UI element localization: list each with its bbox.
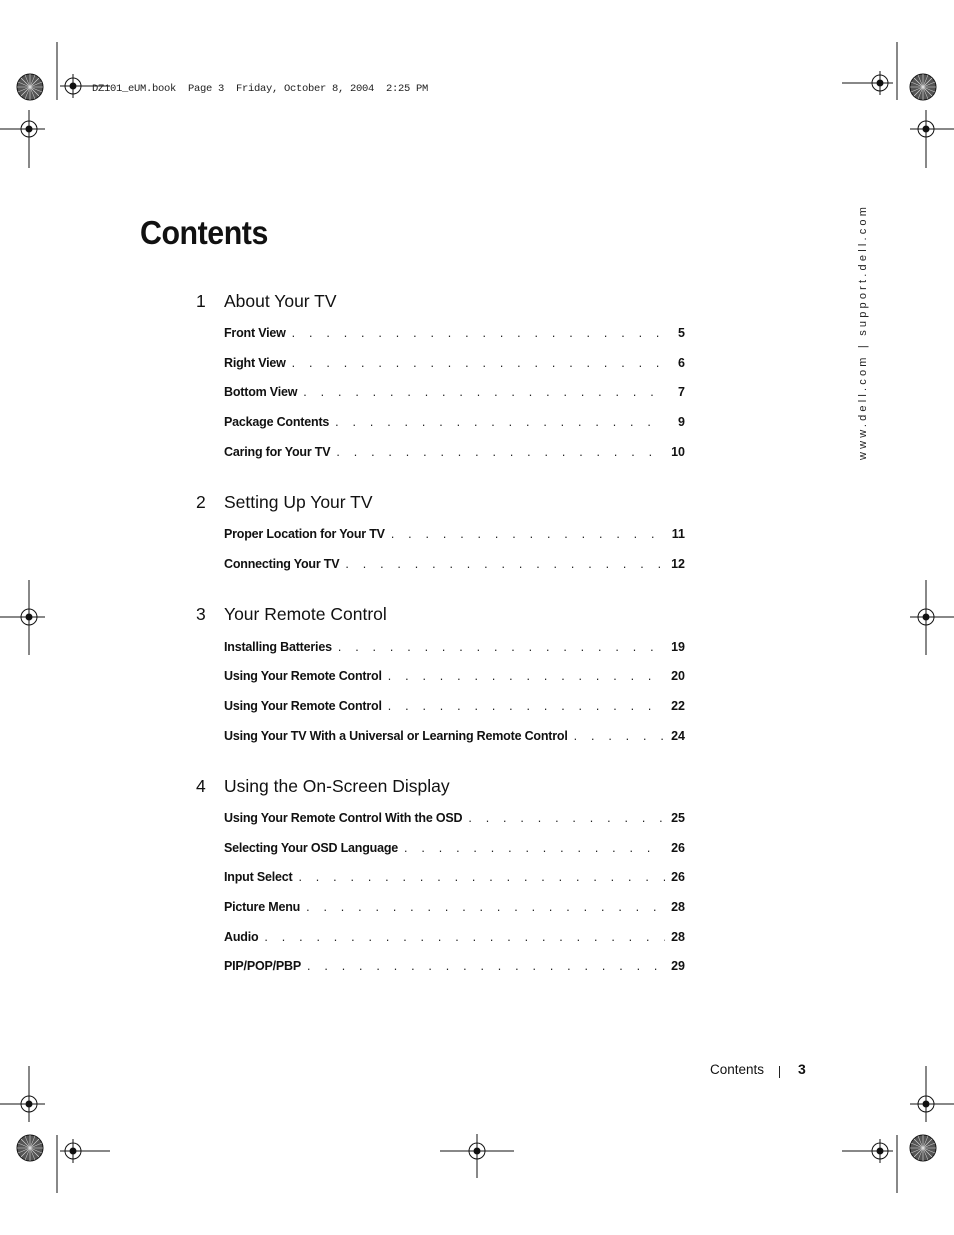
toc-entry-label[interactable]: Front View: [224, 326, 286, 340]
toc-entry-page[interactable]: 26: [671, 870, 685, 884]
toc-entry-page[interactable]: 28: [671, 900, 685, 914]
chapter-heading: [0, 291, 954, 315]
chapter-number: 1: [196, 291, 206, 311]
toc-entry[interactable]: [224, 445, 685, 463]
toc-entry-page[interactable]: 28: [671, 930, 685, 944]
dot-leader: [335, 415, 665, 429]
toc-entry-label[interactable]: Input Select: [224, 870, 293, 884]
chapter-title: Setting Up Your TV: [224, 492, 373, 512]
toc-entry[interactable]: [224, 527, 685, 545]
toc-entry-page[interactable]: 12: [671, 557, 685, 571]
toc-entry[interactable]: [224, 841, 685, 859]
dot-leader: [338, 640, 665, 654]
dot-leader: [307, 959, 665, 973]
dot-leader: [298, 870, 665, 884]
dot-leader: [306, 900, 665, 914]
dot-leader: [292, 326, 665, 340]
toc-entry-page[interactable]: 29: [671, 959, 685, 973]
toc-entry-page[interactable]: 20: [671, 669, 685, 683]
toc-entry-label[interactable]: Bottom View: [224, 385, 298, 399]
side-url: www.dell.com | support.dell.com: [857, 203, 869, 460]
toc-entry[interactable]: [224, 640, 685, 658]
dot-leader: [468, 811, 665, 825]
chapter-title: About Your TV: [224, 291, 337, 311]
dot-leader: [264, 930, 665, 944]
toc-entry-page[interactable]: 11: [671, 527, 685, 541]
toc-entry-page[interactable]: 7: [678, 385, 685, 399]
chapter-number: 2: [196, 492, 206, 512]
toc-entry-label[interactable]: Picture Menu: [224, 900, 301, 914]
toc-entry[interactable]: [224, 415, 685, 433]
toc-entry-page[interactable]: 19: [671, 640, 685, 654]
toc-entry-label[interactable]: Right View: [224, 356, 286, 370]
chapter-heading: [0, 492, 954, 516]
dot-leader: [404, 841, 665, 855]
dot-leader: [391, 527, 665, 541]
chapter-heading: [0, 776, 954, 800]
dot-leader: [292, 356, 665, 370]
toc-entry-label[interactable]: Using Your Remote Control: [224, 669, 382, 683]
toc-entry-page[interactable]: 25: [671, 811, 685, 825]
toc-entry-label[interactable]: Caring for Your TV: [224, 445, 331, 459]
toc-entry[interactable]: [224, 811, 685, 829]
footer-page-number: 3: [798, 1061, 806, 1077]
dot-leader: [388, 669, 665, 683]
chapter-number: 3: [196, 604, 206, 624]
toc-entry[interactable]: [224, 356, 685, 374]
toc-entry[interactable]: [224, 900, 685, 918]
toc-entry-label[interactable]: PIP/POP/PBP: [224, 959, 301, 973]
toc-entry-page[interactable]: 24: [671, 729, 685, 743]
toc-entry-label[interactable]: Selecting Your OSD Language: [224, 841, 399, 855]
toc-entry-label[interactable]: Connecting Your TV: [224, 557, 340, 571]
dot-leader: [303, 385, 665, 399]
toc-entry[interactable]: [224, 930, 685, 948]
toc-entry[interactable]: [224, 385, 685, 403]
toc-entry-label[interactable]: Using Your TV With a Universal or Learning Remote Control: [224, 729, 568, 743]
toc-entry-label[interactable]: Using Your Remote Control: [224, 699, 382, 713]
dot-leader: [345, 557, 665, 571]
toc-entry-page[interactable]: 10: [671, 445, 685, 459]
footer-section-label: Contents: [710, 1062, 765, 1077]
toc-entry[interactable]: [224, 959, 685, 977]
page-title: Contents: [140, 214, 268, 251]
toc-entry-page[interactable]: 6: [678, 356, 685, 370]
dot-leader: [574, 729, 665, 743]
toc-entry-page[interactable]: 26: [671, 841, 685, 855]
toc-entry-label[interactable]: Package Contents: [224, 415, 330, 429]
toc-entry[interactable]: [224, 729, 685, 747]
toc-entry[interactable]: [224, 699, 685, 717]
toc-entry-page[interactable]: 22: [671, 699, 685, 713]
dot-leader: [336, 445, 665, 459]
toc-entry-label[interactable]: Audio: [224, 930, 259, 944]
toc-entry-label[interactable]: Installing Batteries: [224, 640, 332, 654]
toc-entry-label[interactable]: Proper Location for Your TV: [224, 527, 385, 541]
toc-entry[interactable]: [224, 557, 685, 575]
chapter-number: 4: [196, 776, 206, 796]
print-slug: DZ101_eUM.book Page 3 Friday, October 8, 2004 2:25 PM: [92, 83, 429, 95]
toc-entry[interactable]: [224, 669, 685, 687]
toc-entry[interactable]: [224, 870, 685, 888]
toc-entry[interactable]: [224, 326, 685, 344]
chapter-title: Using the On-Screen Display: [224, 776, 450, 796]
toc-entry-page[interactable]: 5: [678, 326, 685, 340]
dot-leader: [388, 699, 665, 713]
toc-entry-label[interactable]: Using Your Remote Control With the OSD: [224, 811, 463, 825]
toc-entry-page[interactable]: 9: [678, 415, 685, 429]
footer-divider: [779, 1066, 780, 1078]
chapter-title: Your Remote Control: [224, 604, 387, 624]
chapter-heading: [0, 604, 954, 628]
